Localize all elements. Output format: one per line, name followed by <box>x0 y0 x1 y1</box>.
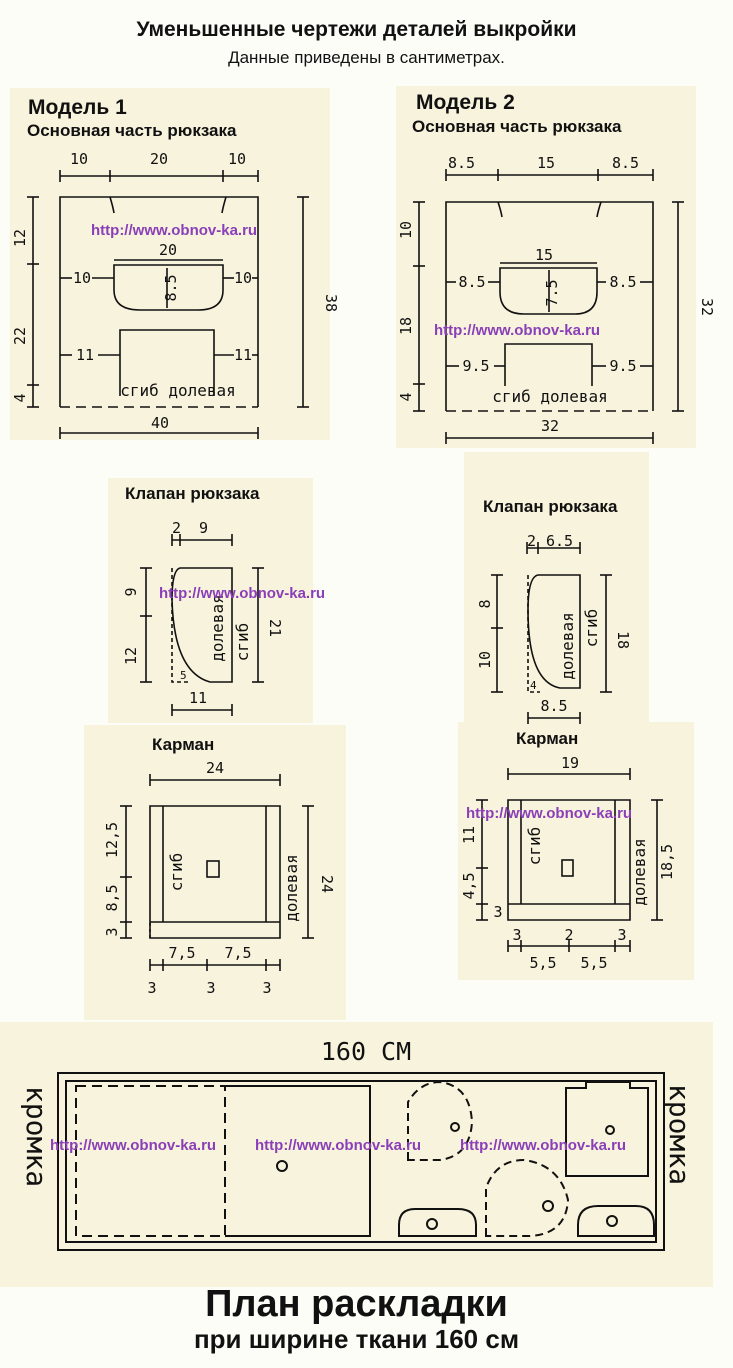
dim-m2-cut-right: 8.5 <box>609 273 637 291</box>
model1-flap-title: Клапан рюкзака <box>125 484 260 503</box>
dim-m2-pocket-right: 18,5 <box>658 843 676 881</box>
watermark-m2-main: http://www.obnov-ka.ru <box>434 322 601 339</box>
m1-flap-grain: долевая <box>208 594 227 662</box>
dim-m1-pocket-left: 11 <box>75 346 95 364</box>
dim-m1-pocket-b3: 3 <box>262 979 272 997</box>
page-subtitle: Данные приведены в сантиметрах. <box>228 48 505 67</box>
layout-plan-title: План раскладки <box>205 1283 508 1325</box>
page-title: Уменьшенные чертежи деталей выкройки <box>136 18 577 41</box>
selvage-right-label: кромка <box>663 1083 697 1186</box>
dim-m1-left-2: 22 <box>11 326 29 346</box>
m1-pocket-grain: долевая <box>282 854 301 922</box>
dim-m1-flap-top-b: 9 <box>199 519 209 537</box>
layout-plan-subtitle: при ширине ткани 160 см <box>193 1324 520 1354</box>
m2-flap-grain: долевая <box>558 612 577 680</box>
dim-m1-left-1: 12 <box>11 228 29 248</box>
dim-m1-top-mid: 20 <box>150 150 169 168</box>
model1-main-title: Основная часть рюкзака <box>27 121 237 140</box>
dim-m2-pocket-b4: 5,5 <box>529 954 557 972</box>
dim-m2-pocket-left-2: 4,5 <box>460 872 478 900</box>
dim-m2-top-left: 8.5 <box>448 154 476 172</box>
dim-m1-pocket-b1: 3 <box>147 979 157 997</box>
watermark-m2-pocket: http://www.obnov-ka.ru <box>466 805 633 822</box>
dim-m1-bottom: 40 <box>150 414 170 432</box>
dim-m2-pocket-left: 9.5 <box>462 357 490 375</box>
dim-m1-flap-corner: 5 <box>180 669 187 682</box>
layout-width-label: 160 СМ <box>320 1037 412 1066</box>
dim-m2-cut-depth: 7.5 <box>543 279 561 307</box>
dim-m1-flap-left-2: 12 <box>122 646 140 666</box>
dim-m1-right: 38 <box>322 293 340 313</box>
m2-pocket-grain: долевая <box>630 838 649 906</box>
dim-m2-cut-left: 8.5 <box>458 273 486 291</box>
dim-m1-top-right: 10 <box>228 150 247 168</box>
dim-m1-pocket-left-1: 12,5 <box>103 821 121 859</box>
m2-flap-fold: сгиб <box>582 608 601 648</box>
dim-m2-pocket-left-1: 11 <box>460 825 478 845</box>
watermark-layout-3: http://www.obnov-ka.ru <box>460 1137 627 1154</box>
m1-fold-grain-label: сгиб долевая <box>120 381 236 400</box>
dim-m1-pocket-bottom-b: 7,5 <box>224 944 252 962</box>
dim-m1-left-3: 4 <box>11 393 29 403</box>
dim-m2-pocket-b3: 3 <box>617 926 627 944</box>
model2-pocket-title: Карман <box>516 729 579 748</box>
model2-flap-title: Клапан рюкзака <box>483 497 618 516</box>
model2-main-title: Основная часть рюкзака <box>412 117 622 136</box>
dim-m1-pocket-left-2: 8,5 <box>103 884 121 912</box>
dim-m2-bottom: 32 <box>540 417 560 435</box>
dim-m2-cut-top: 15 <box>534 246 554 264</box>
layout-plan <box>58 1073 664 1250</box>
dim-m2-pocket-top: 19 <box>560 754 580 772</box>
watermark-m1-flap: http://www.obnov-ka.ru <box>159 585 326 602</box>
dim-m1-flap-left-1: 9 <box>122 587 140 597</box>
dim-m1-pocket-top: 24 <box>205 759 225 777</box>
watermark-layout-2: http://www.obnov-ka.ru <box>255 1137 422 1154</box>
dim-m1-pocket-right: 24 <box>318 874 336 894</box>
dim-m2-pocket-left-3: 3 <box>493 903 503 921</box>
dim-m1-cut-right: 10 <box>233 269 253 287</box>
dim-m1-flap-top-a: 2 <box>172 519 182 537</box>
dim-m2-pocket-b5: 5,5 <box>580 954 608 972</box>
m2-fold-grain-label: сгиб долевая <box>492 387 608 406</box>
model2-title: Модель 2 <box>416 91 515 114</box>
dim-m1-flap-right: 21 <box>266 618 284 638</box>
dim-m2-left-3: 4 <box>397 392 415 402</box>
dim-m2-top-right: 8.5 <box>612 154 640 172</box>
m1-flap-fold: сгиб <box>233 622 252 662</box>
dim-m1-pocket-b2: 3 <box>206 979 216 997</box>
dim-m2-left-1: 10 <box>397 220 415 240</box>
dim-m2-flap-right: 18 <box>614 630 632 650</box>
watermark-m1-main: http://www.obnov-ka.ru <box>91 222 258 239</box>
dim-m1-pocket-right: 11 <box>233 346 253 364</box>
dim-m2-pocket-b1: 3 <box>512 926 522 944</box>
model1-title: Модель 1 <box>28 96 127 119</box>
dim-m1-pocket-left-3: 3 <box>103 927 121 937</box>
dim-m1-pocket-bottom-a: 7,5 <box>168 944 196 962</box>
dim-m2-flap-left-2: 10 <box>476 650 494 670</box>
watermark-layout-1: http://www.obnov-ka.ru <box>50 1137 217 1154</box>
dim-m1-cut-top: 20 <box>158 241 178 259</box>
model1-pocket-title: Карман <box>152 735 215 754</box>
dim-m1-cut-left: 10 <box>72 269 92 287</box>
dim-m2-top-mid: 15 <box>537 154 556 172</box>
dim-m2-left-2: 18 <box>397 316 415 336</box>
dim-m2-flap-corner: 4 <box>530 679 537 692</box>
m1-pocket-fold: сгиб <box>167 852 186 892</box>
dim-m1-flap-bottom: 11 <box>188 689 208 707</box>
selvage-left-label: кромка <box>20 1085 54 1188</box>
dim-m2-flap-bottom: 8.5 <box>540 697 568 715</box>
dim-m1-top-left: 10 <box>70 150 89 168</box>
dim-m2-flap-left-1: 8 <box>476 599 494 609</box>
dim-m2-flap-top-b: 6.5 <box>546 532 574 550</box>
dim-m2-pocket-b2: 2 <box>564 926 574 944</box>
dim-m2-pocket-right: 9.5 <box>609 357 637 375</box>
dim-m2-flap-top-a: 2 <box>527 532 537 550</box>
dim-m1-cut-depth: 8.5 <box>162 274 180 302</box>
m2-pocket-fold: сгиб <box>525 826 544 866</box>
dim-m2-right: 32 <box>698 297 716 317</box>
